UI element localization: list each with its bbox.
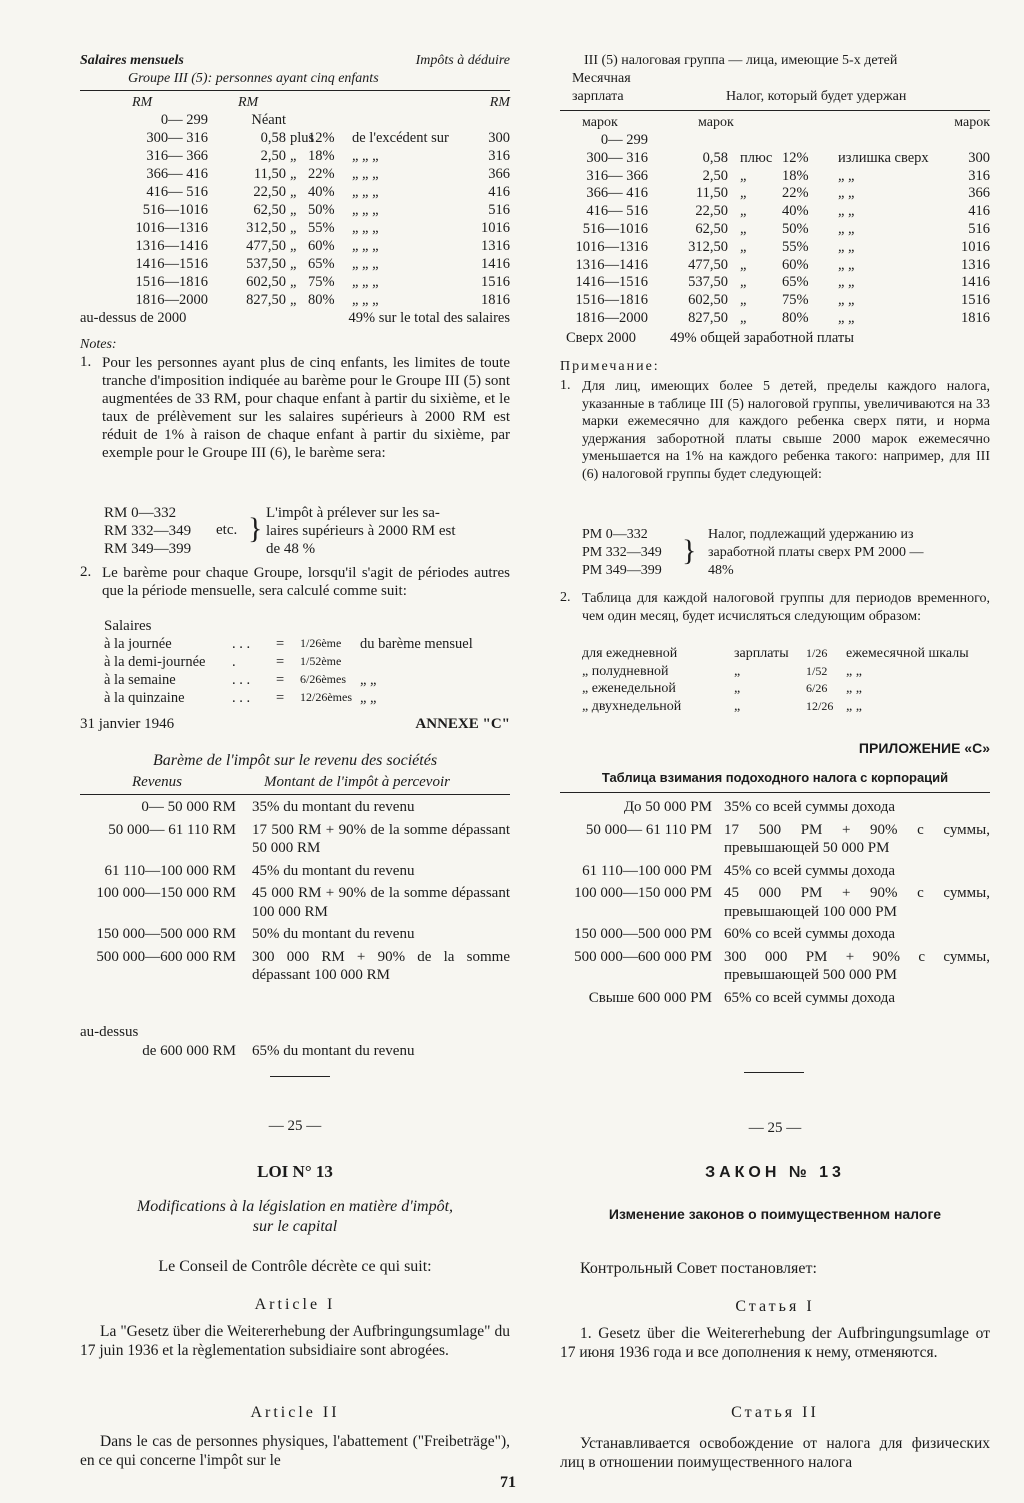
list-item: для ежедневной зарплаты 1/26 ежемесячной шкалы <box>582 646 969 661</box>
header-rule <box>80 90 510 91</box>
note1-table-desc: L'impôt à prélever sur les sa- laires supérieurs à 2000 RM est de 48 % <box>266 505 456 557</box>
list-item: „ двухнедельной „ 12/26 „ „ <box>582 698 862 714</box>
unit-rm-3: RM <box>489 95 510 110</box>
ru-unit-3: марок <box>954 115 990 130</box>
brace: } <box>248 512 263 545</box>
ru-decree: Контрольный Совет постановляет: <box>580 1260 817 1277</box>
table-row: 516—1016 62,50 „ 50% „ „ 516 <box>582 221 990 237</box>
law-title: LOI N° 13 <box>257 1162 333 1181</box>
table-row: 1016—1316 312,50 „ 55% „ „ „ 1016 <box>135 220 510 236</box>
decree: Le Conseil de Contrôle décrète ce qui suit: <box>158 1258 432 1275</box>
russian-column <box>560 46 990 1486</box>
ru-col2: Налог, который будет удержан <box>726 89 907 104</box>
table-row: 1816—2000 827,50 „ 80% „ „ 1816 <box>575 310 990 326</box>
ru-header-rule <box>560 110 990 111</box>
ru-law-subtitle: Изменение законов о поимущественном налоге <box>608 1206 942 1222</box>
page-number: — 25 — <box>268 1118 322 1134</box>
ru-article-2-title: Статья II <box>731 1404 819 1421</box>
notes-title: Notes: <box>80 337 117 352</box>
unit-rm-2: RM <box>238 95 259 110</box>
note1-etc: etc. <box>216 522 238 538</box>
ru-notes-title: Примечание: <box>560 359 660 374</box>
ru-section-rule <box>744 1072 804 1073</box>
ru-corp-table-title: Таблица взимания подоходного налога с корпораций <box>601 770 949 785</box>
annex-label: ANNEXE "C" <box>415 716 510 732</box>
ru-col1-b: зарплата <box>572 89 624 104</box>
date: 31 janvier 1946 <box>80 716 175 732</box>
list-item: à la semaine . . . = 6/26èmes „ „ <box>104 672 377 688</box>
salary-table <box>80 112 510 312</box>
article-2-title: Article II <box>250 1404 340 1421</box>
ru-brace: } <box>682 534 697 567</box>
note2-text: Le barème pour chaque Groupe, lorsqu'il s'agit de périodes autres que la période mensuelle, sera calculé comme suit: <box>102 565 510 599</box>
ru-group-header: III (5) налоговая группа — лица, имеющие 5-х детей <box>584 53 898 68</box>
note2-number: 2. <box>80 564 92 580</box>
ru-annex-label: ПРИЛОЖЕНИЕ «С» <box>858 740 990 756</box>
table-row: 416— 516 22,50 „ 40% „ „ 416 <box>586 203 990 220</box>
ru-salary-table <box>560 132 990 332</box>
ru-note1-text: Для лиц, имеющих более 5 детей, пределы каждого налога, указанные в таблице III (5) налоговой группы, увеличиваются на 33 марки ежемесячно для каждого ребенка сверх пяти, и норма удержания заборотной платы свыше 2000 марок ежемесячно уменьшается на 1% на каждого ребенка такого: например, для III (6) налоговой группы будет следующей: <box>582 379 990 482</box>
article-1-text: La "Gesetz über die Weitererhebung der Aufbringungsumlage" du 17 juin 1936 et la règlementation subsidiaire sont abrogées. <box>80 1323 510 1359</box>
ru-note2-text: Таблица для каждой налоговой группы для периодов временного, чем один месяц, будет исчисляться следующим образом: <box>582 591 990 624</box>
table-row: 366— 416 11,50 „ 22% „ „ 366 <box>586 185 990 202</box>
section-rule <box>270 1076 330 1077</box>
note1-text: Pour les personnes ayant plus de cinq enfants, les limites de toute tranche d'imposition indiquée au barème pour le Groupe III (5) sont augmentées de 33 RM, pour chaque enfant à partir du sixième, et le taux de prélèvement sur les salaires supérieurs à 2000 RM est réduit de 1% à raison de chaque enfant à partir du sixième, par exemple pour le Groupe III (6), le barème sera: <box>102 355 510 461</box>
table-row: 1816—2000 827,50 „ 80% „ „ „ 1816 <box>135 292 510 308</box>
salaires-label: Salaires <box>104 618 152 634</box>
corp-col-revenus: Revenus <box>132 774 182 790</box>
corp-table-title: Barème de l'impôt sur le revenu des sociétés <box>152 752 438 769</box>
ru-article-1-text: 1. Gesetz über die Weitererhebung der Aufbringungsumlage от 17 июня 1936 года и все дополнения к нему, отменяются. <box>560 1325 990 1361</box>
table-row: 416— 516 22,50 „ 40% „ „ „ 416 <box>146 184 510 200</box>
period-table <box>104 636 510 712</box>
corp-col-amount: Montant de l'impôt à percevoir <box>264 774 450 790</box>
tax-header: Impôts à déduire <box>415 53 510 68</box>
ru-table-row-last: Сверх 2000 49% общей заработной платы <box>566 330 854 346</box>
footer-page-number: 71 <box>500 1474 516 1491</box>
french-column: Salaires mensuels Impôts à déduire Groupe III (5): personnes ayant cinq enfants RM RM RM 0— 299 Néant 300— 316 0,58 plus 12% de l'excédent sur 300 316— 366 2,50 „ 18% „ „ „ 316 366— 416 11,50 „ 22% „ „ „ 366 416— 516 22,50 „ 40% „ „ „ 416 516—1016 62,50 „ 50% „ „ „ 516 1016—1316 312,50 „ 55% „ „ „ 1016 1316—1416 477,50 „ 60% „ „ „ 1316 1416—1516 537,50 „ 65% „ „ „ 1416 1516—1816 602,50 „ 75% „ „ „ 1516 1816—2000 827,50 „ 80% „ „ „ 1816 au-dessus de 2000 49% sur le total des salaires Notes: 1. Pour les personnes ayant plus de cinq enfants, les limites de toute tranche d'imposition indiquée au barème pour le Groupe III (5) sont augmentées de 33 RM, pour chaque enfant à partir du sixième, et le taux de prélèvement sur les salaires supérieurs à 2000 RM est réduit de 1% à raison de chaque enfant à partir du sixième, par exemple pour le Groupe III (6), le barème sera: RM 0—332 RM 332—349 RM 349—399 etc. } L'impôt à prélever sur les sa- laires supérieurs à 2000 RM est de 48 % 2. Le barème pour chaque Groupe, lorsqu'il s'agit de périodes autres que la période mensuelle, sera calculé comme suit: Salaires à la journée . . . = 1/26ème du barème mensuel à la demi-journée . = 1/52ème à la semaine . . . = 6/26èmes „ „ à la quinzaine . . . = 12/26èmes „ „ 31 janvier 1946 ANNEXE "C" Barème de l'impôt sur le revenu des sociétés Revenus Montant de l'impôt à percevoir 0— 50 000 RM 35% du montant du revenu 50 000— 61 110 RM 17 500 RM + 90% de la somme dépassant 50 000 RM 61 110—100 000 RM 45% du montant du revenu 100 000—150 000 RM 45 000 RM + 90% de la somme dépassant 100 000 RM 150 000—500 000 RM 50% du montant du revenu 500 000—600 000 RM 300 000 RM + 90% de la somme dépassant 100 000 RM au-dessus de 600 000 RM 65% du montant du revenu — 25 — LOI N° 13 Modifications à la législation en matière d'impôt, sur le capital Le Conseil de Contrôle décrète ce qui suit: Article I La "Gesetz über die Weitererhebung der Aufbringungsumlage" du 17 juin 1936 et la règlementation subsidiaire sont abrogées. Article II Dans le cas de personnes physiques, l'abattement ("Freibeträge"), en ce qui concerne l'impôt sur le <box>80 53 510 1469</box>
table-row: 1516—1816 602,50 „ 75% „ „ 1516 <box>575 292 990 309</box>
ru-corp-rule <box>560 792 990 793</box>
ru-note1-table-desc: Налог, подлежащий удержанию из заработной платы сверх РМ 2000 — 48% <box>708 527 924 578</box>
salary-header: Salaires mensuels <box>80 53 184 68</box>
table-row: 1416—1516 537,50 „ 65% „ „ „ 1416 <box>135 256 510 272</box>
article-2-text: Dans le cas de personnes physiques, l'abattement ("Freibeträge"), en ce qui concerne l'impôt sur le <box>80 1433 510 1469</box>
ru-col1-a: Месячная <box>572 71 631 86</box>
table-row: 1416—1516 537,50 „ 65% „ „ 1416 <box>575 274 990 291</box>
table-row-last: au-dessus de 2000 49% sur le total des salaires <box>80 310 510 326</box>
table-row: 300— 316 0,58 плюс 12% излишка сверх 300 <box>586 149 990 166</box>
ru-unit-1: марок <box>582 115 618 130</box>
note1-number: 1. <box>80 354 92 370</box>
table-row: 1316—1416 477,50 „ 60% „ „ 1316 <box>575 256 990 273</box>
unit-rm-1: RM <box>132 95 153 110</box>
ru-note1-table-ranges: РМ 0—332 РМ 332—349 РМ 349—399 <box>582 527 662 578</box>
law-subtitle-1: Modifications à la législation en matière d'impôt, <box>136 1198 454 1215</box>
note1-table-ranges: RM 0—332 RM 332—349 RM 349—399 <box>104 505 192 557</box>
table-row: 1016—1316 312,50 „ 55% „ „ 1016 <box>575 238 990 255</box>
ru-unit-2: марок <box>698 115 734 130</box>
law-subtitle-2: sur le capital <box>252 1218 338 1235</box>
table-row: 0— 299 <box>600 132 648 148</box>
table-row: 316— 366 2,50 „ 18% „ „ „ 316 <box>146 148 510 164</box>
table-row: 1516—1816 602,50 „ 75% „ „ „ 1516 <box>135 274 510 290</box>
ru-note1-number: 1. <box>560 378 571 393</box>
list-item: „ полудневной „ 1/52 „ „ <box>582 663 862 679</box>
list-item: à la quinzaine . . . = 12/26èmes „ „ <box>104 690 377 706</box>
table-row: 1316—1416 477,50 „ 60% „ „ „ 1316 <box>135 238 510 254</box>
ru-article-2-text: Устанавливается освобождение от налога для физических лиц в отношении поимущественного налога <box>560 1435 990 1471</box>
group-header: Groupe III (5): personnes ayant cinq enfants <box>128 71 379 86</box>
list-item: à la journée . . . = 1/26ème du barème mensuel <box>104 636 473 652</box>
ru-article-1-title: Статья I <box>735 1298 815 1315</box>
table-row: 366— 416 11,50 „ 22% „ „ „ 366 <box>146 166 510 182</box>
corp-last-pre: au-dessus <box>80 1024 139 1040</box>
table-row: 516—1016 62,50 „ 50% „ „ „ 516 <box>142 202 510 218</box>
list-item: „ еженедельной „ 6/26 „ „ <box>582 681 862 696</box>
list-item: à la demi-journée . = 1/52ème <box>104 654 342 670</box>
ru-page-number: — 25 — <box>748 1120 802 1136</box>
table-row: 0— 299 Néant <box>160 112 286 128</box>
ru-period-table <box>582 646 990 722</box>
ru-note2-number: 2. <box>560 590 571 605</box>
article-1-title: Article I <box>254 1296 336 1313</box>
ru-corp-table: До 50 000 РМ 35% со всей суммы дохода 50 000— 61 110 РМ 17 500 РМ + 90% с суммы, превышающей 50 000 РМ 61 110—100 000 РМ 45% со всей суммы дохода 100 000—150 000 РМ 45 000 РМ + 90% с суммы, превышающей 100 000 РМ 150 000—500 000 РМ 60% со всей суммы дохода 500 000—600 000 РМ 300 000 РМ + 90% с суммы, превышающей 500 000 РМ Свыше 600 000 РМ 65% со всей суммы дохода <box>574 799 990 1006</box>
table-row: 316— 366 2,50 „ 18% „ „ 316 <box>586 167 990 184</box>
corp-table: 0— 50 000 RM 35% du montant du revenu 50 000— 61 110 RM 17 500 RM + 90% de la somme dépassant 50 000 RM 61 110—100 000 RM 45% du montant du revenu 100 000—150 000 RM 45 000 RM + 90% de la somme dépassant 100 000 RM 150 000—500 000 RM 50% du montant du revenu 500 000—600 000 RM 300 000 RM + 90% de la somme dépassant 100 000 RM <box>96 799 510 983</box>
ru-law-title: ЗАКОН № 13 <box>705 1164 845 1181</box>
corp-rule <box>80 794 510 795</box>
table-row: 300— 316 0,58 plus 12% de l'excédent sur 300 <box>146 130 510 146</box>
